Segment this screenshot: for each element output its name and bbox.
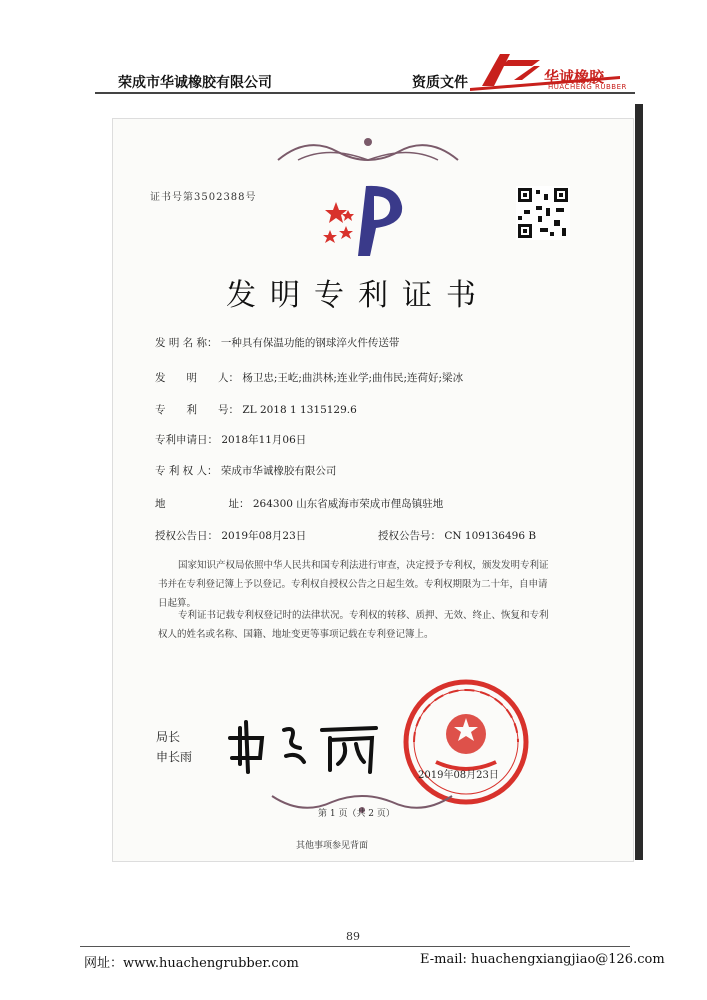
- logo-text-en: HUACHENG RUBBER: [548, 83, 627, 91]
- patentee: 荣成市华诚橡胶有限公司: [220, 465, 337, 477]
- director-signature: [226, 708, 396, 778]
- director-title: 局长: [156, 730, 181, 744]
- filing-date: 2018年11月06日: [221, 434, 307, 446]
- page-number: 89: [346, 930, 360, 943]
- inventors: 杨卫忠;王屹;曲洪林;连业学;曲伟民;连荷好;梁冰: [242, 372, 464, 384]
- cnipa-emblem-icon: [318, 180, 418, 260]
- patent-number: ZL 2018 1 1315129.6: [242, 404, 357, 416]
- patent-number-label: 专 利 号：: [155, 404, 239, 416]
- filing-date-row: [155, 432, 306, 447]
- grant-date-row: [155, 528, 306, 543]
- footer-divider: [80, 946, 630, 947]
- grant-number-row: [378, 528, 536, 543]
- director-name: 申长雨: [156, 750, 193, 764]
- address-label: 地 址：: [155, 498, 250, 510]
- grant-number: CN 109136496 B: [444, 530, 537, 542]
- footer-email: E-mail: huachengxiangjiao@126.com: [420, 952, 665, 967]
- back-note: 其他事项参见背面: [296, 841, 369, 851]
- grant-number-label: 授权公告号：: [378, 530, 441, 542]
- company-name: 荣成市华诚橡胶有限公司: [118, 75, 272, 91]
- filing-date-label: 专利申请日：: [155, 434, 218, 446]
- ornament-top: [268, 130, 468, 170]
- scan-edge: [635, 104, 643, 860]
- header-divider: [95, 92, 635, 94]
- grant-statement: 国家知识产权局依照中华人民共和国专利法进行审查，决定授予专利权，颁发发明专利证书并在专利登记簿上予以登记。专利权自授权公告之日起生效。专利权期限为二十年，自申请日起算。: [158, 560, 549, 609]
- inventors-label: 发 明 人：: [155, 372, 239, 384]
- logo-text-cn: 华诚橡胶: [544, 68, 605, 86]
- address: 264300 山东省威海市荣成市俚岛镇驻地: [252, 498, 444, 510]
- legal-status-note: 专利证书记载专利权登记时的法律状况。专利权的转移、质押、无效、终止、恢复和专利权人的姓名或名称、国籍、地址变更等事项记载在专利登记簿上。: [158, 610, 549, 640]
- patent-number-row: [155, 402, 357, 417]
- grant-date: 2019年08月23日: [221, 530, 307, 542]
- seal-date: 2019年08月23日: [418, 770, 499, 781]
- patentee-label: 专 利 权 人：: [155, 465, 218, 477]
- invention-name-label: 发 明 名 称：: [155, 337, 218, 349]
- inventors-row: [155, 370, 463, 385]
- footer-website: 网址：www.huachengrubber.com: [84, 956, 299, 971]
- address-row: [155, 496, 443, 511]
- grant-date-label: 授权公告日：: [155, 530, 218, 542]
- invention-name-row: [155, 335, 399, 350]
- invention-name: 一种具有保温功能的钢球淬火件传送带: [220, 337, 400, 349]
- certificate-title: 发明专利证书: [226, 278, 490, 313]
- patentee-row: [155, 463, 336, 478]
- qr-code: [516, 186, 570, 240]
- certificate-page-indicator: 第 1 页（共 2 页）: [318, 809, 395, 819]
- doc-label: 资质文件: [412, 75, 468, 91]
- certificate-number: 证书号第3502388号: [150, 192, 257, 203]
